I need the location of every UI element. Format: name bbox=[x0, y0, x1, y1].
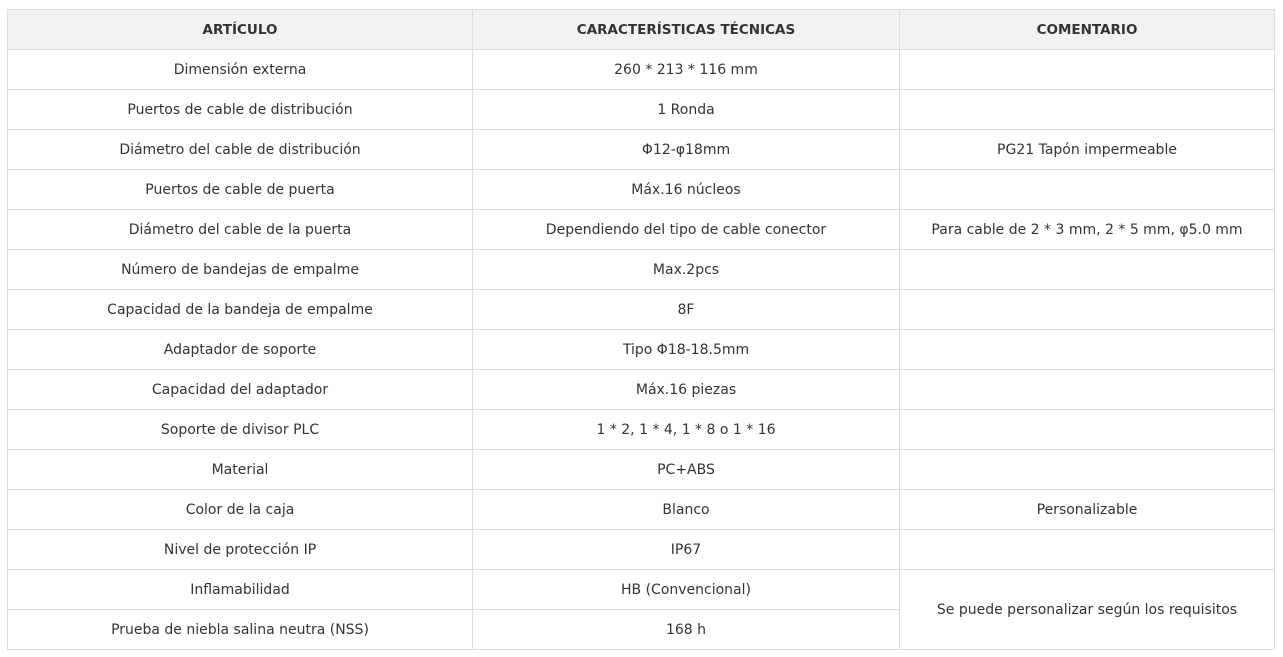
cell-comment bbox=[900, 170, 1275, 210]
cell-spec: HB (Convencional) bbox=[473, 570, 900, 610]
cell-comment bbox=[900, 250, 1275, 290]
table-row bbox=[8, 570, 1275, 610]
cell-spec: IP67 bbox=[473, 530, 900, 570]
table-row bbox=[8, 130, 1275, 170]
cell-comment: PG21 Tapón impermeable bbox=[900, 130, 1275, 170]
cell-item: Capacidad de la bandeja de empalme bbox=[8, 290, 473, 330]
cell-item: Dimensión externa bbox=[8, 50, 473, 90]
cell-item: Nivel de protección IP bbox=[8, 530, 473, 570]
cell-comment bbox=[900, 330, 1275, 370]
table-row bbox=[8, 170, 1275, 210]
cell-spec: 168 h bbox=[473, 610, 900, 650]
cell-spec: 260 * 213 * 116 mm bbox=[473, 50, 900, 90]
cell-comment bbox=[900, 530, 1275, 570]
cell-item: Prueba de niebla salina neutra (NSS) bbox=[8, 610, 473, 650]
cell-comment: Para cable de 2 * 3 mm, 2 * 5 mm, φ5.0 mm bbox=[900, 210, 1275, 250]
cell-spec: Max.2pcs bbox=[473, 250, 900, 290]
cell-spec: 1 Ronda bbox=[473, 90, 900, 130]
cell-item: Capacidad del adaptador bbox=[8, 370, 473, 410]
table-row bbox=[8, 330, 1275, 370]
header-item: ARTÍCULO bbox=[8, 10, 473, 50]
cell-item: Color de la caja bbox=[8, 490, 473, 530]
cell-item: Adaptador de soporte bbox=[8, 330, 473, 370]
spec-table bbox=[7, 9, 1275, 650]
cell-item: Diámetro del cable de la puerta bbox=[8, 210, 473, 250]
cell-spec: 8F bbox=[473, 290, 900, 330]
cell-spec: Máx.16 núcleos bbox=[473, 170, 900, 210]
cell-spec: Máx.16 piezas bbox=[473, 370, 900, 410]
table-row bbox=[8, 50, 1275, 90]
spec-table-container bbox=[7, 9, 1274, 650]
cell-spec: PC+ABS bbox=[473, 450, 900, 490]
cell-comment bbox=[900, 90, 1275, 130]
table-row bbox=[8, 370, 1275, 410]
cell-spec: Blanco bbox=[473, 490, 900, 530]
cell-spec: Tipo Φ18-18.5mm bbox=[473, 330, 900, 370]
cell-spec: Dependiendo del tipo de cable conector bbox=[473, 210, 900, 250]
table-row bbox=[8, 530, 1275, 570]
cell-comment: Personalizable bbox=[900, 490, 1275, 530]
cell-item: Material bbox=[8, 450, 473, 490]
table-row bbox=[8, 210, 1275, 250]
table-row bbox=[8, 410, 1275, 450]
cell-comment bbox=[900, 290, 1275, 330]
cell-item: Diámetro del cable de distribución bbox=[8, 130, 473, 170]
header-row bbox=[8, 10, 1275, 50]
cell-item: Puertos de cable de puerta bbox=[8, 170, 473, 210]
cell-item: Inflamabilidad bbox=[8, 570, 473, 610]
cell-item: Puertos de cable de distribución bbox=[8, 90, 473, 130]
header-comment: COMENTARIO bbox=[900, 10, 1275, 50]
table-header bbox=[8, 10, 1275, 50]
cell-comment-merged: Se puede personalizar según los requisitos bbox=[900, 570, 1275, 650]
table-row bbox=[8, 290, 1275, 330]
cell-comment bbox=[900, 450, 1275, 490]
cell-spec: Φ12-φ18mm bbox=[473, 130, 900, 170]
cell-item: Soporte de divisor PLC bbox=[8, 410, 473, 450]
cell-item: Número de bandejas de empalme bbox=[8, 250, 473, 290]
cell-spec: 1 * 2, 1 * 4, 1 * 8 o 1 * 16 bbox=[473, 410, 900, 450]
header-technical-specs: CARACTERÍSTICAS TÉCNICAS bbox=[473, 10, 900, 50]
cell-comment bbox=[900, 50, 1275, 90]
table-row bbox=[8, 490, 1275, 530]
cell-comment bbox=[900, 370, 1275, 410]
table-body bbox=[8, 50, 1275, 650]
table-row bbox=[8, 90, 1275, 130]
table-row bbox=[8, 450, 1275, 490]
table-row bbox=[8, 250, 1275, 290]
cell-comment bbox=[900, 410, 1275, 450]
